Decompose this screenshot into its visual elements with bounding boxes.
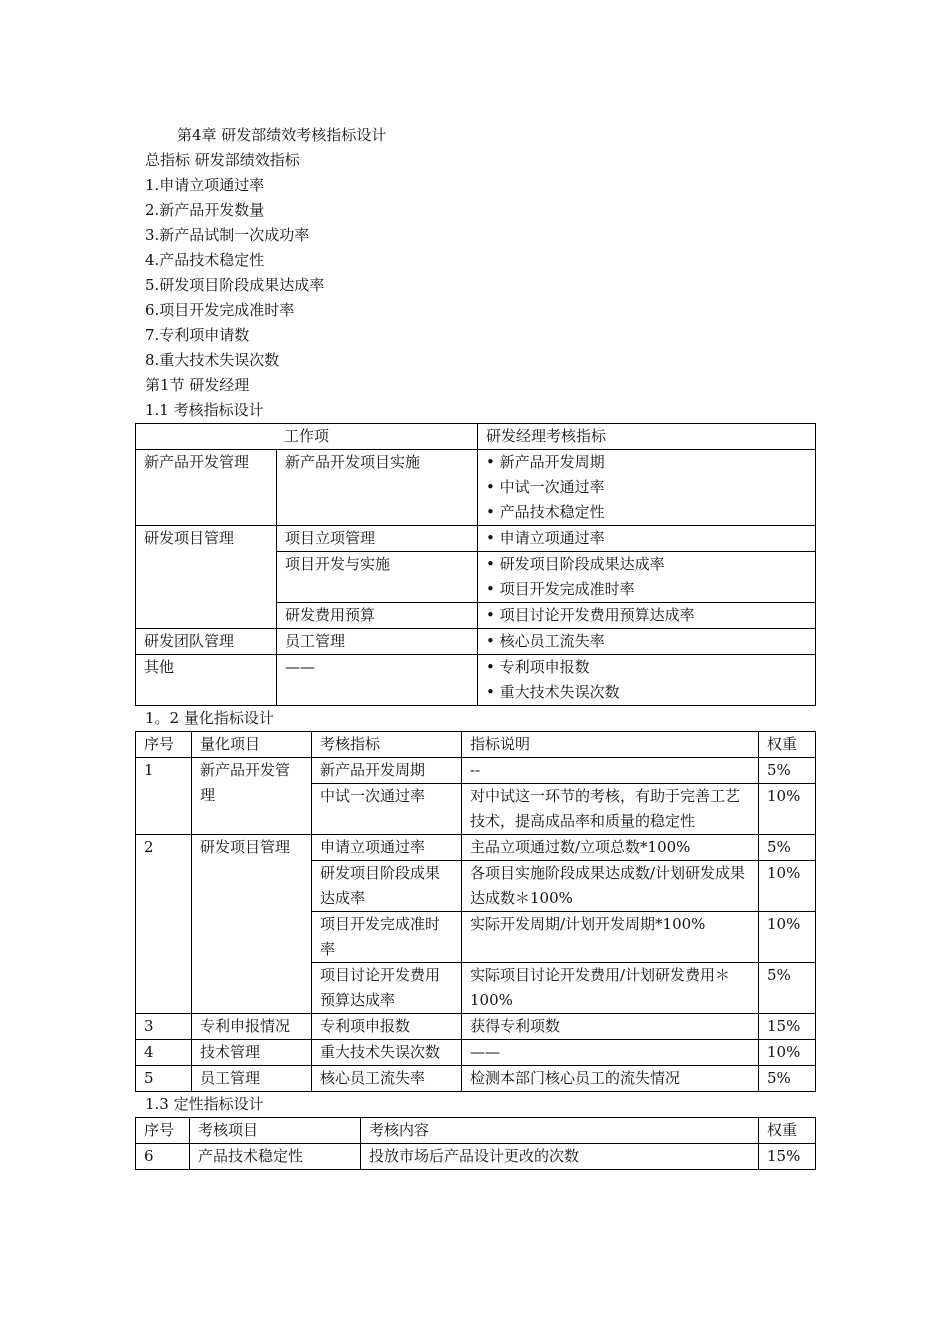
table-row — [136, 526, 816, 552]
weight-cell: 5% — [759, 963, 816, 1014]
weight-cell: 15% — [759, 1014, 816, 1040]
subsection-title: 1.1 考核指标设计 — [145, 401, 264, 419]
kpi-cell: 中试一次通过率 — [312, 784, 462, 835]
summary-heading: 总指标 研发部绩效指标 — [145, 151, 300, 169]
header-cell: 权重 — [759, 1118, 816, 1144]
item-cell: 员工管理 — [277, 629, 478, 655]
header-cell: 考核内容 — [361, 1118, 759, 1144]
table-row — [136, 655, 816, 706]
weight-cell: 5% — [759, 1066, 816, 1092]
quantitative-kpi-table — [135, 731, 816, 1092]
table-header-row — [136, 732, 816, 758]
summary-item: 3.新产品试制一次成功率 — [145, 226, 310, 244]
summary-item: 8.重大技术失误次数 — [145, 351, 280, 369]
kpi-cell: 新产品开发周期 — [312, 758, 462, 784]
project-cell: 新产品开发管理 — [192, 758, 312, 835]
header-cell: 考核指标 — [312, 732, 462, 758]
kpi-bullet: • 重大技术失误次数 — [486, 683, 620, 701]
header-cell: 考核项目 — [190, 1118, 361, 1144]
desc-cell: 对中试这一环节的考核，有助于完善工艺技术，提高成品率和质量的稳定性 — [462, 784, 759, 835]
item-cell: 新产品开发项目实施 — [277, 450, 478, 526]
summary-item: 2.新产品开发数量 — [145, 201, 265, 219]
kpi-cell: 项目讨论开发费用预算达成率 — [312, 963, 462, 1014]
desc-cell: —— — [462, 1040, 759, 1066]
table-row — [136, 1066, 816, 1092]
qualitative-kpi-table — [135, 1117, 816, 1170]
kpi-bullet: • 研发项目阶段成果达成率 — [486, 555, 665, 573]
kpi-bullet: • 申请立项通过率 — [486, 529, 605, 547]
no-cell: 6 — [136, 1144, 190, 1170]
kpi-cell: 项目开发完成准时率 — [312, 912, 462, 963]
header-cell: 工作项 — [136, 424, 478, 450]
table-row — [136, 758, 816, 784]
project-cell: 产品技术稳定性 — [190, 1144, 361, 1170]
table-row — [136, 835, 816, 861]
table-header-row — [136, 1118, 816, 1144]
desc-cell: -- — [462, 758, 759, 784]
item-cell: 研发费用预算 — [277, 603, 478, 629]
table-header-row — [136, 424, 816, 450]
kpi-bullet: • 核心员工流失率 — [486, 632, 605, 650]
kpi-cell — [478, 450, 816, 526]
kpi-bullet: • 项目讨论开发费用预算达成率 — [486, 606, 695, 624]
desc-cell: 实际开发周期/计划开发周期*100% — [462, 912, 759, 963]
kpi-cell: 核心员工流失率 — [312, 1066, 462, 1092]
kpi-cell — [478, 655, 816, 706]
project-cell: 技术管理 — [192, 1040, 312, 1066]
weight-cell: 10% — [759, 1040, 816, 1066]
kpi-bullet: • 项目开发完成准时率 — [486, 580, 635, 598]
weight-cell: 5% — [759, 835, 816, 861]
header-cell: 序号 — [136, 732, 192, 758]
summary-item: 4.产品技术稳定性 — [145, 251, 265, 269]
kpi-bullet: • 专利项申报数 — [486, 658, 590, 676]
kpi-cell — [478, 629, 816, 655]
category-cell: 研发项目管理 — [136, 526, 277, 629]
kpi-cell: 重大技术失误次数 — [312, 1040, 462, 1066]
item-cell: 项目立项管理 — [277, 526, 478, 552]
section-title: 第1节 研发经理 — [145, 376, 250, 394]
table-row — [136, 629, 816, 655]
table-row — [136, 1144, 816, 1170]
kpi-cell — [478, 603, 816, 629]
no-cell: 5 — [136, 1066, 192, 1092]
project-cell: 员工管理 — [192, 1066, 312, 1092]
category-cell: 研发团队管理 — [136, 629, 277, 655]
document-page — [145, 123, 815, 1170]
table-row — [136, 450, 816, 526]
weight-cell: 5% — [759, 758, 816, 784]
summary-item: 1.申请立项通过率 — [145, 176, 265, 194]
subsection-title: 1.3 定性指标设计 — [145, 1095, 264, 1113]
summary-item: 7.专利项申请数 — [145, 326, 250, 344]
table-row — [136, 1014, 816, 1040]
weight-cell: 10% — [759, 784, 816, 835]
kpi-cell — [478, 552, 816, 603]
weight-cell: 10% — [759, 912, 816, 963]
desc-cell: 实际项目讨论开发费用/计划研发费用＊100% — [462, 963, 759, 1014]
kpi-cell: 研发项目阶段成果达成率 — [312, 861, 462, 912]
desc-cell: 各项目实施阶段成果达成数/计划研发成果达成数＊100% — [462, 861, 759, 912]
summary-item: 5.研发项目阶段成果达成率 — [145, 276, 325, 294]
kpi-overview-table — [135, 423, 816, 706]
kpi-cell — [478, 526, 816, 552]
summary-item: 6.项目开发完成准时率 — [145, 301, 295, 319]
weight-cell: 10% — [759, 861, 816, 912]
desc-cell: 获得专利项数 — [462, 1014, 759, 1040]
item-cell: —— — [277, 655, 478, 706]
content-cell: 投放市场后产品设计更改的次数 — [361, 1144, 759, 1170]
table-row — [136, 1040, 816, 1066]
kpi-bullet: • 产品技术稳定性 — [486, 503, 605, 521]
project-cell: 研发项目管理 — [192, 835, 312, 1014]
category-cell: 其他 — [136, 655, 277, 706]
desc-cell: 主品立项通过数/立项总数*100% — [462, 835, 759, 861]
header-cell: 研发经理考核指标 — [478, 424, 816, 450]
subsection-title: 1。2 量化指标设计 — [145, 709, 274, 727]
header-cell: 序号 — [136, 1118, 190, 1144]
no-cell: 3 — [136, 1014, 192, 1040]
weight-cell: 15% — [759, 1144, 816, 1170]
header-cell: 指标说明 — [462, 732, 759, 758]
header-cell: 量化项目 — [192, 732, 312, 758]
chapter-title: 第4章 研发部绩效考核指标设计 — [177, 126, 387, 144]
desc-cell: 检测本部门核心员工的流失情况 — [462, 1066, 759, 1092]
kpi-bullet: • 新产品开发周期 — [486, 453, 605, 471]
item-cell: 项目开发与实施 — [277, 552, 478, 603]
category-cell: 新产品开发管理 — [136, 450, 277, 526]
no-cell: 2 — [136, 835, 192, 1014]
header-cell: 权重 — [759, 732, 816, 758]
kpi-cell: 申请立项通过率 — [312, 835, 462, 861]
kpi-bullet: • 中试一次通过率 — [486, 478, 605, 496]
kpi-cell: 专利项申报数 — [312, 1014, 462, 1040]
project-cell: 专利申报情况 — [192, 1014, 312, 1040]
no-cell: 4 — [136, 1040, 192, 1066]
no-cell: 1 — [136, 758, 192, 835]
